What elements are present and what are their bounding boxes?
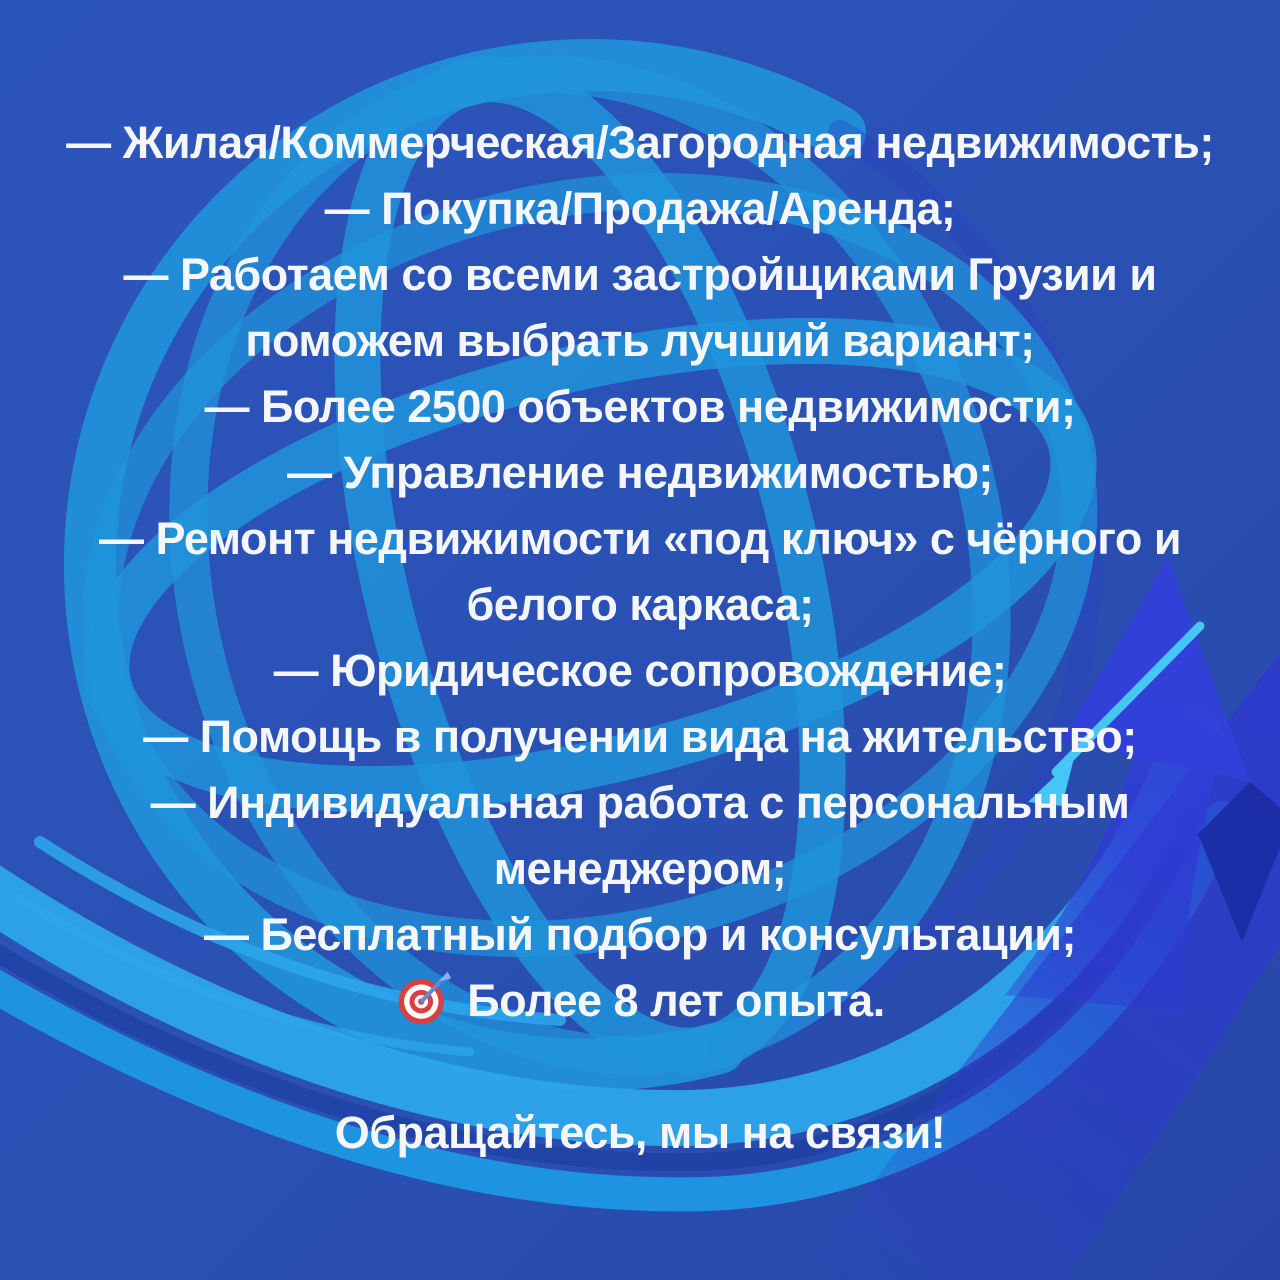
services-list [0,110,1280,1166]
dartboard-icon [395,969,453,1027]
service-line-10: — Бесплатный подбор и консультации; [204,909,1076,960]
service-line-7: — Юридическое сопровождение; [273,645,1007,696]
service-line-3b: поможем выбрать лучший вариант; [245,315,1035,366]
service-line-8: — Помощь в получении вида на жительство; [143,711,1137,762]
service-line-9: — Индивидуальная работа с персональным [150,777,1130,828]
service-line-6: — Ремонт недвижимости «под ключ» с чёрного и [98,513,1182,564]
service-line-3: — Работаем со всеми застройщиками Грузии и [123,249,1157,300]
experience-text: Более 8 лет опыта. [467,975,885,1026]
service-line-4: — Более 2500 объектов недвижимости; [204,381,1076,432]
service-line-5: — Управление недвижимостью; [287,447,993,498]
service-line-2: — Покупка/Продажа/Аренда; [324,183,956,234]
footer-cta: Обращайтесь, мы на связи! [334,1107,946,1158]
service-line-1: — Жилая/Коммерческая/Загородная недвижимость; [66,117,1214,168]
service-line-9b: менеджером; [493,843,787,894]
experience-line [0,968,1280,1034]
service-line-6b: белого каркаса; [466,579,814,630]
